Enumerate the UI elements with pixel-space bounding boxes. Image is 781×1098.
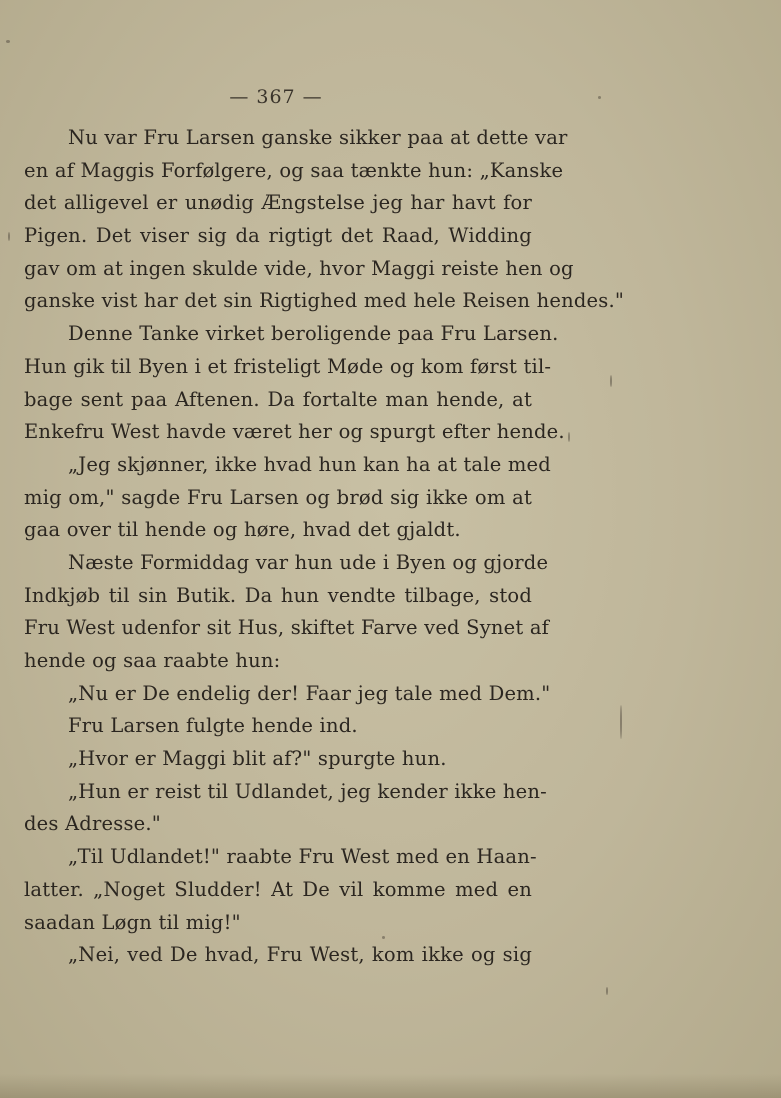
text-line: det alligevel er unødig Ængstelse jeg har havt for [24, 191, 532, 215]
text-line: ganske vist har det sin Rigtighed med hele Reisen hendes." [24, 289, 625, 313]
text-line: Hun gik til Byen i et fristeligt Møde og kom først til- [24, 354, 552, 378]
text-line: „Hun er reist til Udlandet, jeg kender ikke hen- [68, 779, 547, 803]
text-line: Denne Tanke virket beroligende paa Fru Larsen. [68, 322, 559, 346]
paper-speck [382, 936, 385, 939]
text-line: bage sent paa Aftenen. Da fortalte man hende, at [24, 387, 532, 411]
text-line: „Hvor er Maggi blit af?" spurgte hun. [68, 747, 447, 771]
text-line: saadan Løgn til mig!" [24, 910, 241, 934]
text-line: des Adresse." [24, 812, 161, 836]
page-text [24, 122, 625, 972]
text-line: „Nu er De endelig der! Faar jeg tale med Dem." [68, 681, 551, 705]
text-line: „Til Udlandet!" raabte Fru West med en Haan- [68, 845, 537, 869]
paper-speck [568, 432, 570, 442]
text-line: gav om at ingen skulde vide, hvor Maggi reiste hen og [24, 256, 574, 280]
text-line: hende og saa raabte hun: [24, 649, 281, 672]
text-line: Fru Larsen fulgte hende ind. [68, 714, 358, 738]
paper-speck [6, 40, 10, 43]
text-line: Nu var Fru Larsen ganske sikker paa at dette var [68, 126, 568, 149]
text-line: Enkefru West havde været her og spurgt efter hende. [24, 420, 565, 444]
text-line: en af Maggis Forfølgere, og saa tænkte hun: „Kanske [24, 158, 564, 182]
page-number: — 367 — [229, 86, 323, 108]
paper-speck [598, 96, 601, 99]
text-line: latter. „Noget Sludder! At De vil komme med en [24, 877, 532, 901]
text-line: Indkjøb til sin Butik. Da hun vendte tilbage, stod [24, 583, 532, 607]
text-line: mig om," sagde Fru Larsen og brød sig ikke om at [24, 485, 532, 509]
paper-speck [606, 987, 608, 995]
page-edge-shadow [0, 1074, 781, 1098]
paper-speck [620, 705, 622, 739]
text-line: gaa over til hende og høre, hvad det gjaldt. [24, 518, 461, 542]
text-line: „Jeg skjønner, ikke hvad hun kan ha at tale med [68, 452, 551, 476]
paper-speck [8, 232, 10, 241]
text-line: Pigen. Det viser sig da rigtigt det Raad, Widding [24, 224, 532, 248]
paper-speck [610, 375, 612, 387]
text-line: Fru West udenfor sit Hus, skiftet Farve ved Synet af [24, 616, 550, 640]
text-line: Næste Formiddag var hun ude i Byen og gjorde [68, 550, 549, 574]
text-line: „Nei, ved De hvad, Fru West, kom ikke og sig [68, 943, 532, 967]
